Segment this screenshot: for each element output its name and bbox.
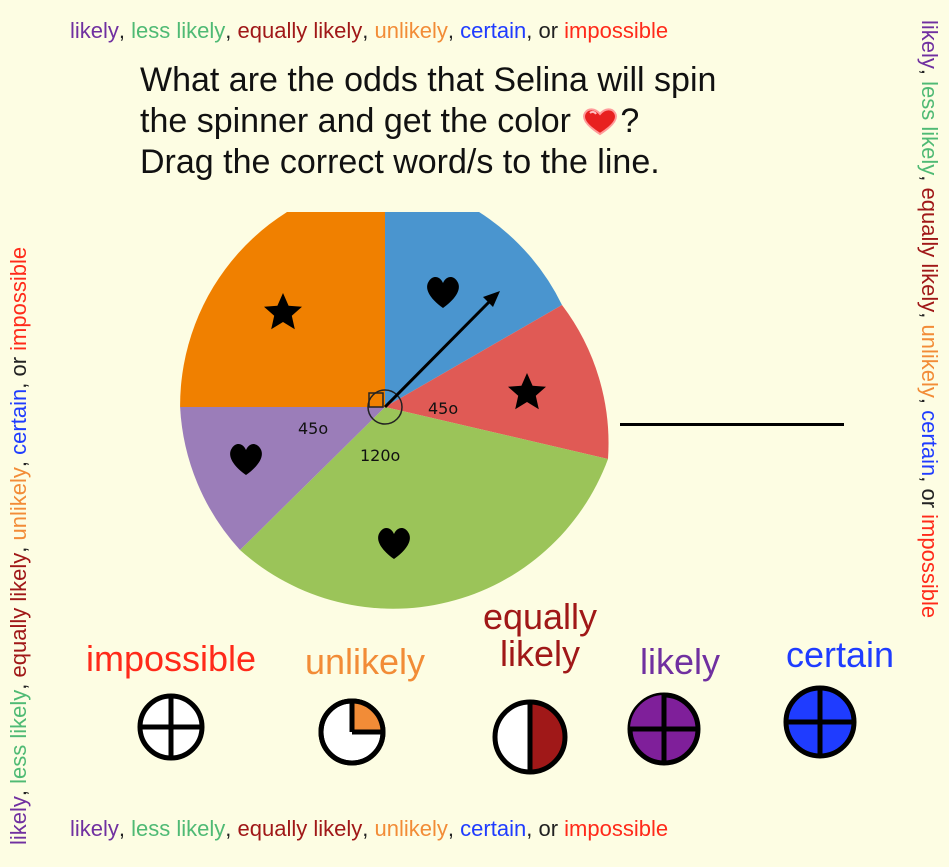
heart-icon — [580, 106, 620, 136]
word-certain: certain — [6, 388, 31, 455]
angle-label-purple: 45o — [298, 419, 329, 438]
spinner[interactable] — [175, 212, 625, 642]
choice-likely-label: likely — [639, 641, 720, 682]
word-row-right: likely, less likely, equally likely, unlikely, certain, or impossible — [917, 20, 942, 619]
word-impossible: impossible — [564, 18, 669, 43]
word-equally-likely: equally likely — [237, 816, 363, 841]
word-impossible: impossible — [564, 816, 669, 841]
word-certain: certain — [917, 410, 942, 477]
word-unlikely: unlikely — [6, 467, 31, 541]
choice-unlikely[interactable] — [290, 643, 440, 680]
choice-certain[interactable] — [760, 636, 920, 673]
choice-impossible-label: impossible — [85, 638, 257, 679]
word-likely: likely — [917, 20, 942, 69]
word-row-top: likely, less likely, equally likely, unlikely, certain, or impossible — [70, 18, 669, 43]
word-or: or — [6, 356, 31, 377]
word-row-bottom: likely, less likely, equally likely, unlikely, certain, or impossible — [70, 816, 669, 841]
word-impossible: impossible — [6, 246, 31, 351]
question-line-3: Drag the correct word/s to the line. — [140, 143, 660, 181]
word-likely: likely — [6, 796, 31, 845]
word-equally-likely: equally likely — [237, 18, 363, 43]
word-or: or — [917, 488, 942, 509]
word-equally-likely: equally likely — [6, 552, 31, 678]
question-line-2: the spinner and get the color ? — [140, 102, 640, 140]
likely-indicator-icon — [626, 691, 702, 767]
word-unlikely: unlikely — [917, 324, 942, 398]
choice-unlikely-label: unlikely — [304, 641, 426, 682]
choice-likely[interactable] — [620, 643, 740, 680]
certain-indicator-icon — [782, 684, 858, 760]
choice-equally-label-1: equally — [482, 596, 598, 637]
word-likely: likely — [70, 18, 119, 43]
word-equally-likely: equally likely — [917, 187, 942, 313]
question-line-1: What are the odds that Selina will spin — [140, 61, 717, 99]
impossible-indicator-icon — [136, 692, 206, 762]
angle-label-red: 45o — [428, 399, 459, 418]
choice-equally-likely[interactable] — [455, 598, 625, 672]
word-unlikely: unlikely — [374, 18, 448, 43]
unlikely-indicator-icon — [317, 697, 387, 767]
word-impossible: impossible — [917, 514, 942, 619]
choice-equally-label-2: likely — [499, 633, 580, 674]
word-or: or — [538, 18, 559, 43]
equally-likely-indicator-icon — [490, 697, 570, 777]
word-less-likely: less likely — [917, 81, 942, 176]
word-row-left: likely, less likely, equally likely, unlikely, certain, or impossible — [6, 246, 31, 845]
choice-impossible[interactable] — [66, 640, 276, 677]
word-less-likely: less likely — [6, 689, 31, 784]
angle-label-green: 120o — [360, 446, 401, 465]
answer-drop-line[interactable] — [620, 423, 844, 426]
question-text — [140, 60, 716, 183]
word-likely: likely — [70, 816, 119, 841]
word-less-likely: less likely — [131, 816, 226, 841]
choice-certain-label: certain — [785, 634, 895, 675]
word-less-likely: less likely — [131, 18, 226, 43]
word-certain: certain — [460, 816, 527, 841]
word-certain: certain — [460, 18, 527, 43]
word-unlikely: unlikely — [374, 816, 448, 841]
word-or: or — [538, 816, 559, 841]
